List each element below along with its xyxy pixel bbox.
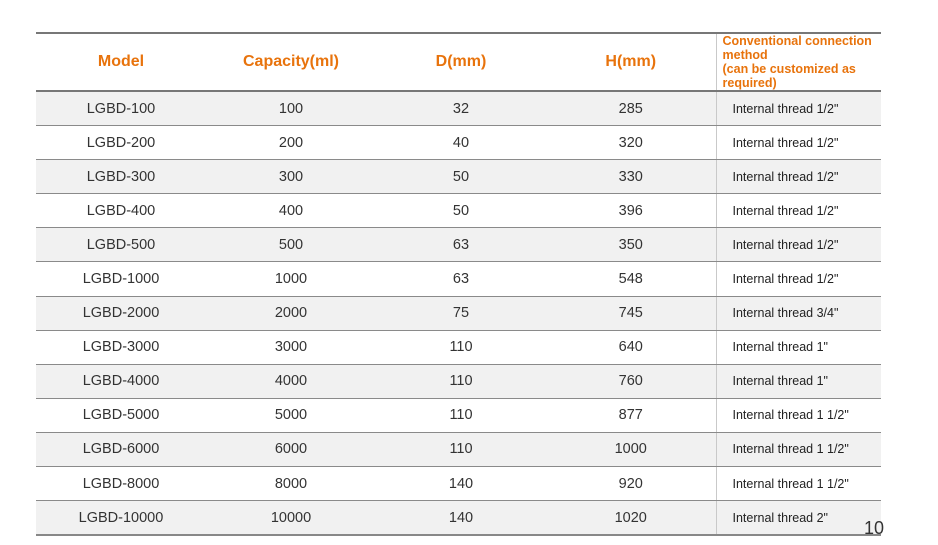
cell-h: 877: [546, 398, 716, 432]
cell-connection: Internal thread 1/2": [716, 91, 881, 126]
cell-capacity: 200: [206, 126, 376, 160]
cell-model: LGBD-3000: [36, 330, 206, 364]
header-connection-line1: Conventional connection method: [722, 34, 872, 62]
table-row: [36, 330, 881, 364]
table-row: [36, 364, 881, 398]
cell-capacity: 2000: [206, 296, 376, 330]
cell-model: LGBD-1000: [36, 262, 206, 296]
table-row: [36, 262, 881, 296]
cell-connection: Internal thread 1 1/2": [716, 467, 881, 501]
cell-connection: Internal thread 1/2": [716, 126, 881, 160]
table-row: [36, 228, 881, 262]
spec-table: [36, 32, 881, 536]
cell-h: 1000: [546, 432, 716, 466]
cell-d: 140: [376, 467, 546, 501]
cell-d: 40: [376, 126, 546, 160]
cell-model: LGBD-300: [36, 160, 206, 194]
cell-connection: Internal thread 1 1/2": [716, 432, 881, 466]
cell-d: 110: [376, 432, 546, 466]
table-row: [36, 398, 881, 432]
cell-h: 745: [546, 296, 716, 330]
cell-model: LGBD-4000: [36, 364, 206, 398]
cell-capacity: 100: [206, 91, 376, 126]
cell-model: LGBD-2000: [36, 296, 206, 330]
cell-connection: Internal thread 1/2": [716, 160, 881, 194]
cell-h: 640: [546, 330, 716, 364]
cell-capacity: 8000: [206, 467, 376, 501]
cell-h: 920: [546, 467, 716, 501]
cell-capacity: 10000: [206, 501, 376, 536]
cell-model: LGBD-500: [36, 228, 206, 262]
header-model: Model: [36, 33, 206, 91]
table-row: [36, 432, 881, 466]
cell-connection: Internal thread 1": [716, 364, 881, 398]
table-header-row: [36, 33, 881, 91]
cell-model: LGBD-200: [36, 126, 206, 160]
cell-h: 350: [546, 228, 716, 262]
cell-d: 75: [376, 296, 546, 330]
header-connection: [716, 33, 881, 91]
table-row: [36, 467, 881, 501]
cell-model: LGBD-10000: [36, 501, 206, 536]
cell-capacity: 300: [206, 160, 376, 194]
cell-h: 1020: [546, 501, 716, 536]
cell-connection: Internal thread 1/2": [716, 194, 881, 228]
cell-model: LGBD-6000: [36, 432, 206, 466]
cell-connection: Internal thread 3/4": [716, 296, 881, 330]
table-row: [36, 160, 881, 194]
cell-h: 548: [546, 262, 716, 296]
table-row: [36, 91, 881, 126]
header-capacity: Capacity(ml): [206, 33, 376, 91]
cell-connection: Internal thread 1 1/2": [716, 398, 881, 432]
cell-h: 760: [546, 364, 716, 398]
cell-model: LGBD-100: [36, 91, 206, 126]
cell-connection: Internal thread 2": [716, 501, 881, 536]
table-row: [36, 296, 881, 330]
cell-connection: Internal thread 1/2": [716, 228, 881, 262]
table-row: [36, 126, 881, 160]
cell-capacity: 4000: [206, 364, 376, 398]
cell-d: 32: [376, 91, 546, 126]
table-row: [36, 194, 881, 228]
cell-d: 50: [376, 194, 546, 228]
header-connection-line2: (can be customized as required): [722, 62, 856, 90]
header-d: D(mm): [376, 33, 546, 91]
cell-d: 140: [376, 501, 546, 536]
cell-capacity: 1000: [206, 262, 376, 296]
cell-model: LGBD-400: [36, 194, 206, 228]
cell-capacity: 3000: [206, 330, 376, 364]
header-h: H(mm): [546, 33, 716, 91]
cell-model: LGBD-8000: [36, 467, 206, 501]
cell-capacity: 6000: [206, 432, 376, 466]
cell-d: 50: [376, 160, 546, 194]
cell-connection: Internal thread 1": [716, 330, 881, 364]
cell-capacity: 500: [206, 228, 376, 262]
cell-h: 285: [546, 91, 716, 126]
cell-d: 63: [376, 228, 546, 262]
cell-d: 110: [376, 330, 546, 364]
cell-h: 330: [546, 160, 716, 194]
table-row: [36, 501, 881, 536]
cell-h: 320: [546, 126, 716, 160]
cell-d: 110: [376, 398, 546, 432]
cell-d: 63: [376, 262, 546, 296]
cell-connection: Internal thread 1/2": [716, 262, 881, 296]
cell-model: LGBD-5000: [36, 398, 206, 432]
page-number: 10: [863, 518, 884, 538]
cell-capacity: 5000: [206, 398, 376, 432]
cell-capacity: 400: [206, 194, 376, 228]
cell-h: 396: [546, 194, 716, 228]
cell-d: 110: [376, 364, 546, 398]
